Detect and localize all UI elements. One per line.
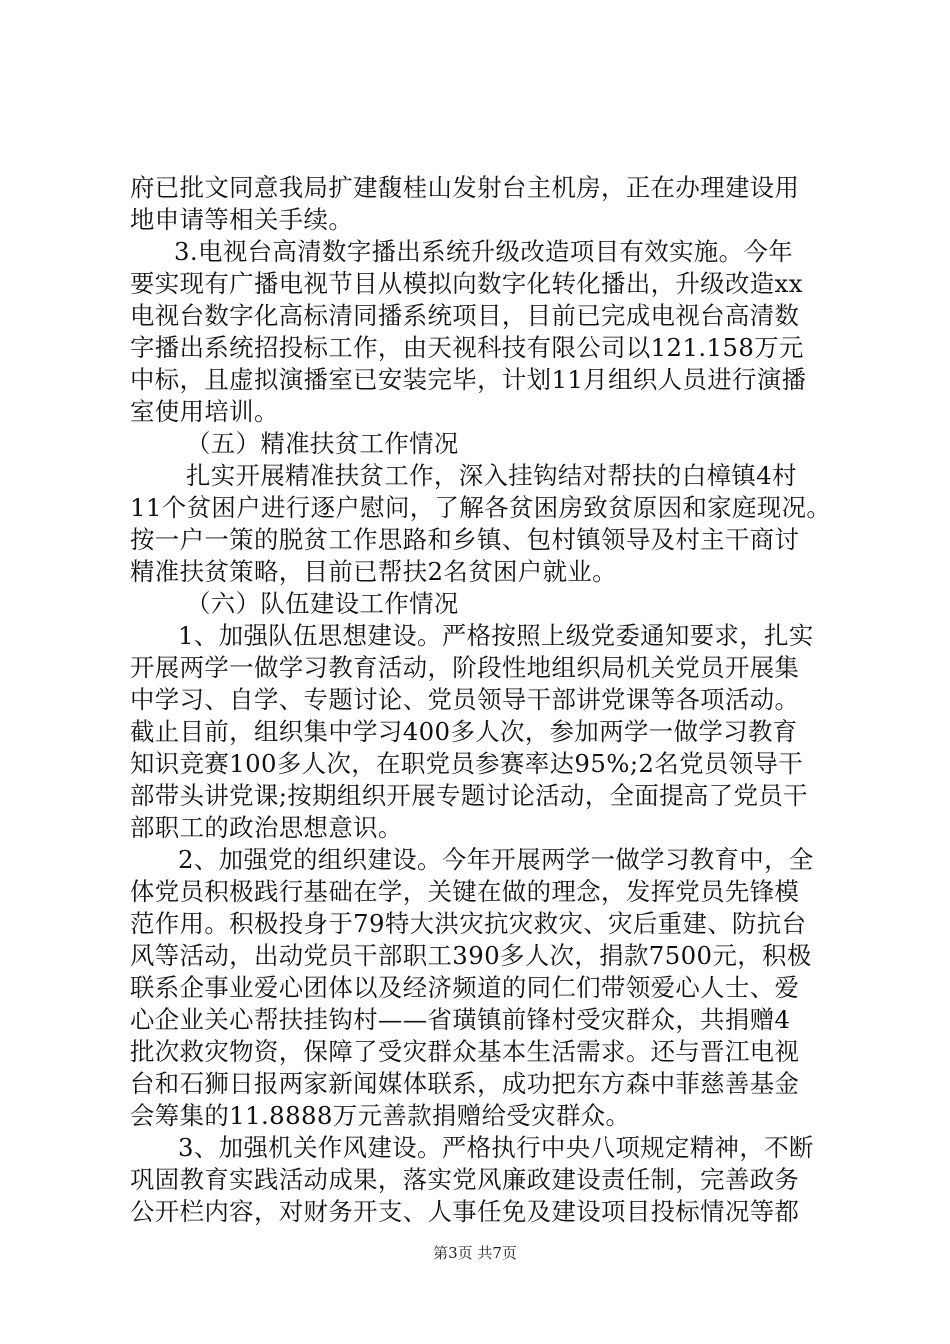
text-line: 3.电视台高清数字播出系统升级改造项目有效实施。今年 xyxy=(174,237,794,266)
text-line: 风等活动，出动党员干部职工390多人次，捐款7500元，积极 xyxy=(130,941,812,970)
text-line: 会筹集的11.8888万元善款捐赠给受灾群众。 xyxy=(130,1101,631,1130)
text-line: 公开栏内容，对财务开支、人事任免及建设项目投标情况等都 xyxy=(130,1197,800,1226)
text-line: 部带头讲党课;按期组织开展专题讨论活动，全面提高了党员干 xyxy=(130,781,808,810)
text-line: 室使用培训。 xyxy=(130,397,279,426)
section-heading: （六）队伍建设工作情况 xyxy=(186,589,459,618)
text-line: 扎实开展精准扶贫工作，深入挂钩结对帮扶的白樟镇4村 xyxy=(186,461,797,490)
section-heading: （五）精准扶贫工作情况 xyxy=(186,429,459,458)
text-line: 2、加强党的组织建设。今年开展两学一做学习教育中，全 xyxy=(178,845,814,874)
text-line: 联系企事业爱心团体以及经济频道的同仁们带领爱心人士、爱 xyxy=(130,973,800,1002)
text-line: 中标，且虚拟演播室已安装完毕，计划11月组织人员进行演播 xyxy=(130,365,807,394)
text-line: 按一户一策的脱贫工作思路和乡镇、包村镇领导及村主干商讨 xyxy=(130,525,800,554)
text-line: 要实现有广播电视节目从模拟向数字化转化播出，升级改造xx xyxy=(130,269,803,298)
text-line: 心企业关心帮扶挂钩村——省璜镇前锋村受灾群众，共捐赠4 xyxy=(130,1005,791,1034)
text-line: 地申请等相关手续。 xyxy=(130,205,354,234)
text-line: 台和石狮日报两家新闻媒体联系，成功把东方森中菲慈善基金 xyxy=(130,1069,800,1098)
text-line: 中学习、自学、专题讨论、党员领导干部讲党课等各项活动。 xyxy=(130,685,800,714)
text-line: 批次救灾物资，保障了受灾群众基本生活需求。还与晋江电视 xyxy=(130,1037,800,1066)
text-line: 截止目前，组织集中学习400多人次，参加两学一做学习教育 xyxy=(130,717,798,746)
text-line: 开展两学一做学习教育活动，阶段性地组织局机关党员开展集 xyxy=(130,653,800,682)
text-line: 巩固教育实践活动成果，落实党风廉政建设责任制，完善政务 xyxy=(130,1165,800,1194)
text-line: 知识竞赛100多人次，在职党员参赛率达95%;2名党员领导干 xyxy=(130,749,804,778)
text-line: 精准扶贫策略，目前已帮扶2名贫困户就业。 xyxy=(130,557,617,586)
text-line: 1、加强队伍思想建设。严格按照上级党委通知要求，扎实 xyxy=(178,621,814,650)
page-number-footer: 第3页 共7页 xyxy=(433,1244,517,1262)
text-line: 体党员积极践行基础在学，关键在做的理念，发挥党员先锋模 xyxy=(130,877,800,906)
text-line: 字播出系统招投标工作，由天视科技有限公司以121.158万元 xyxy=(130,333,804,362)
document-body xyxy=(130,172,830,1228)
text-line: 府已批文同意我局扩建馥桂山发射台主机房，正在办理建设用 xyxy=(130,173,800,202)
text-line: 电视台数字化高标清同播系统项目，目前已完成电视台高清数 xyxy=(130,301,800,330)
text-line: 3、加强机关作风建设。严格执行中央八项规定精神，不断 xyxy=(178,1133,814,1162)
text-line: 11个贫困户进行逐户慰问，了解各贫困房致贫原因和家庭现况。 xyxy=(130,493,832,522)
text-line: 范作用。积极投身于79特大洪灾抗灾救灾、灾后重建、防抗台 xyxy=(130,909,807,938)
text-line: 部职工的政治思想意识。 xyxy=(130,813,403,842)
